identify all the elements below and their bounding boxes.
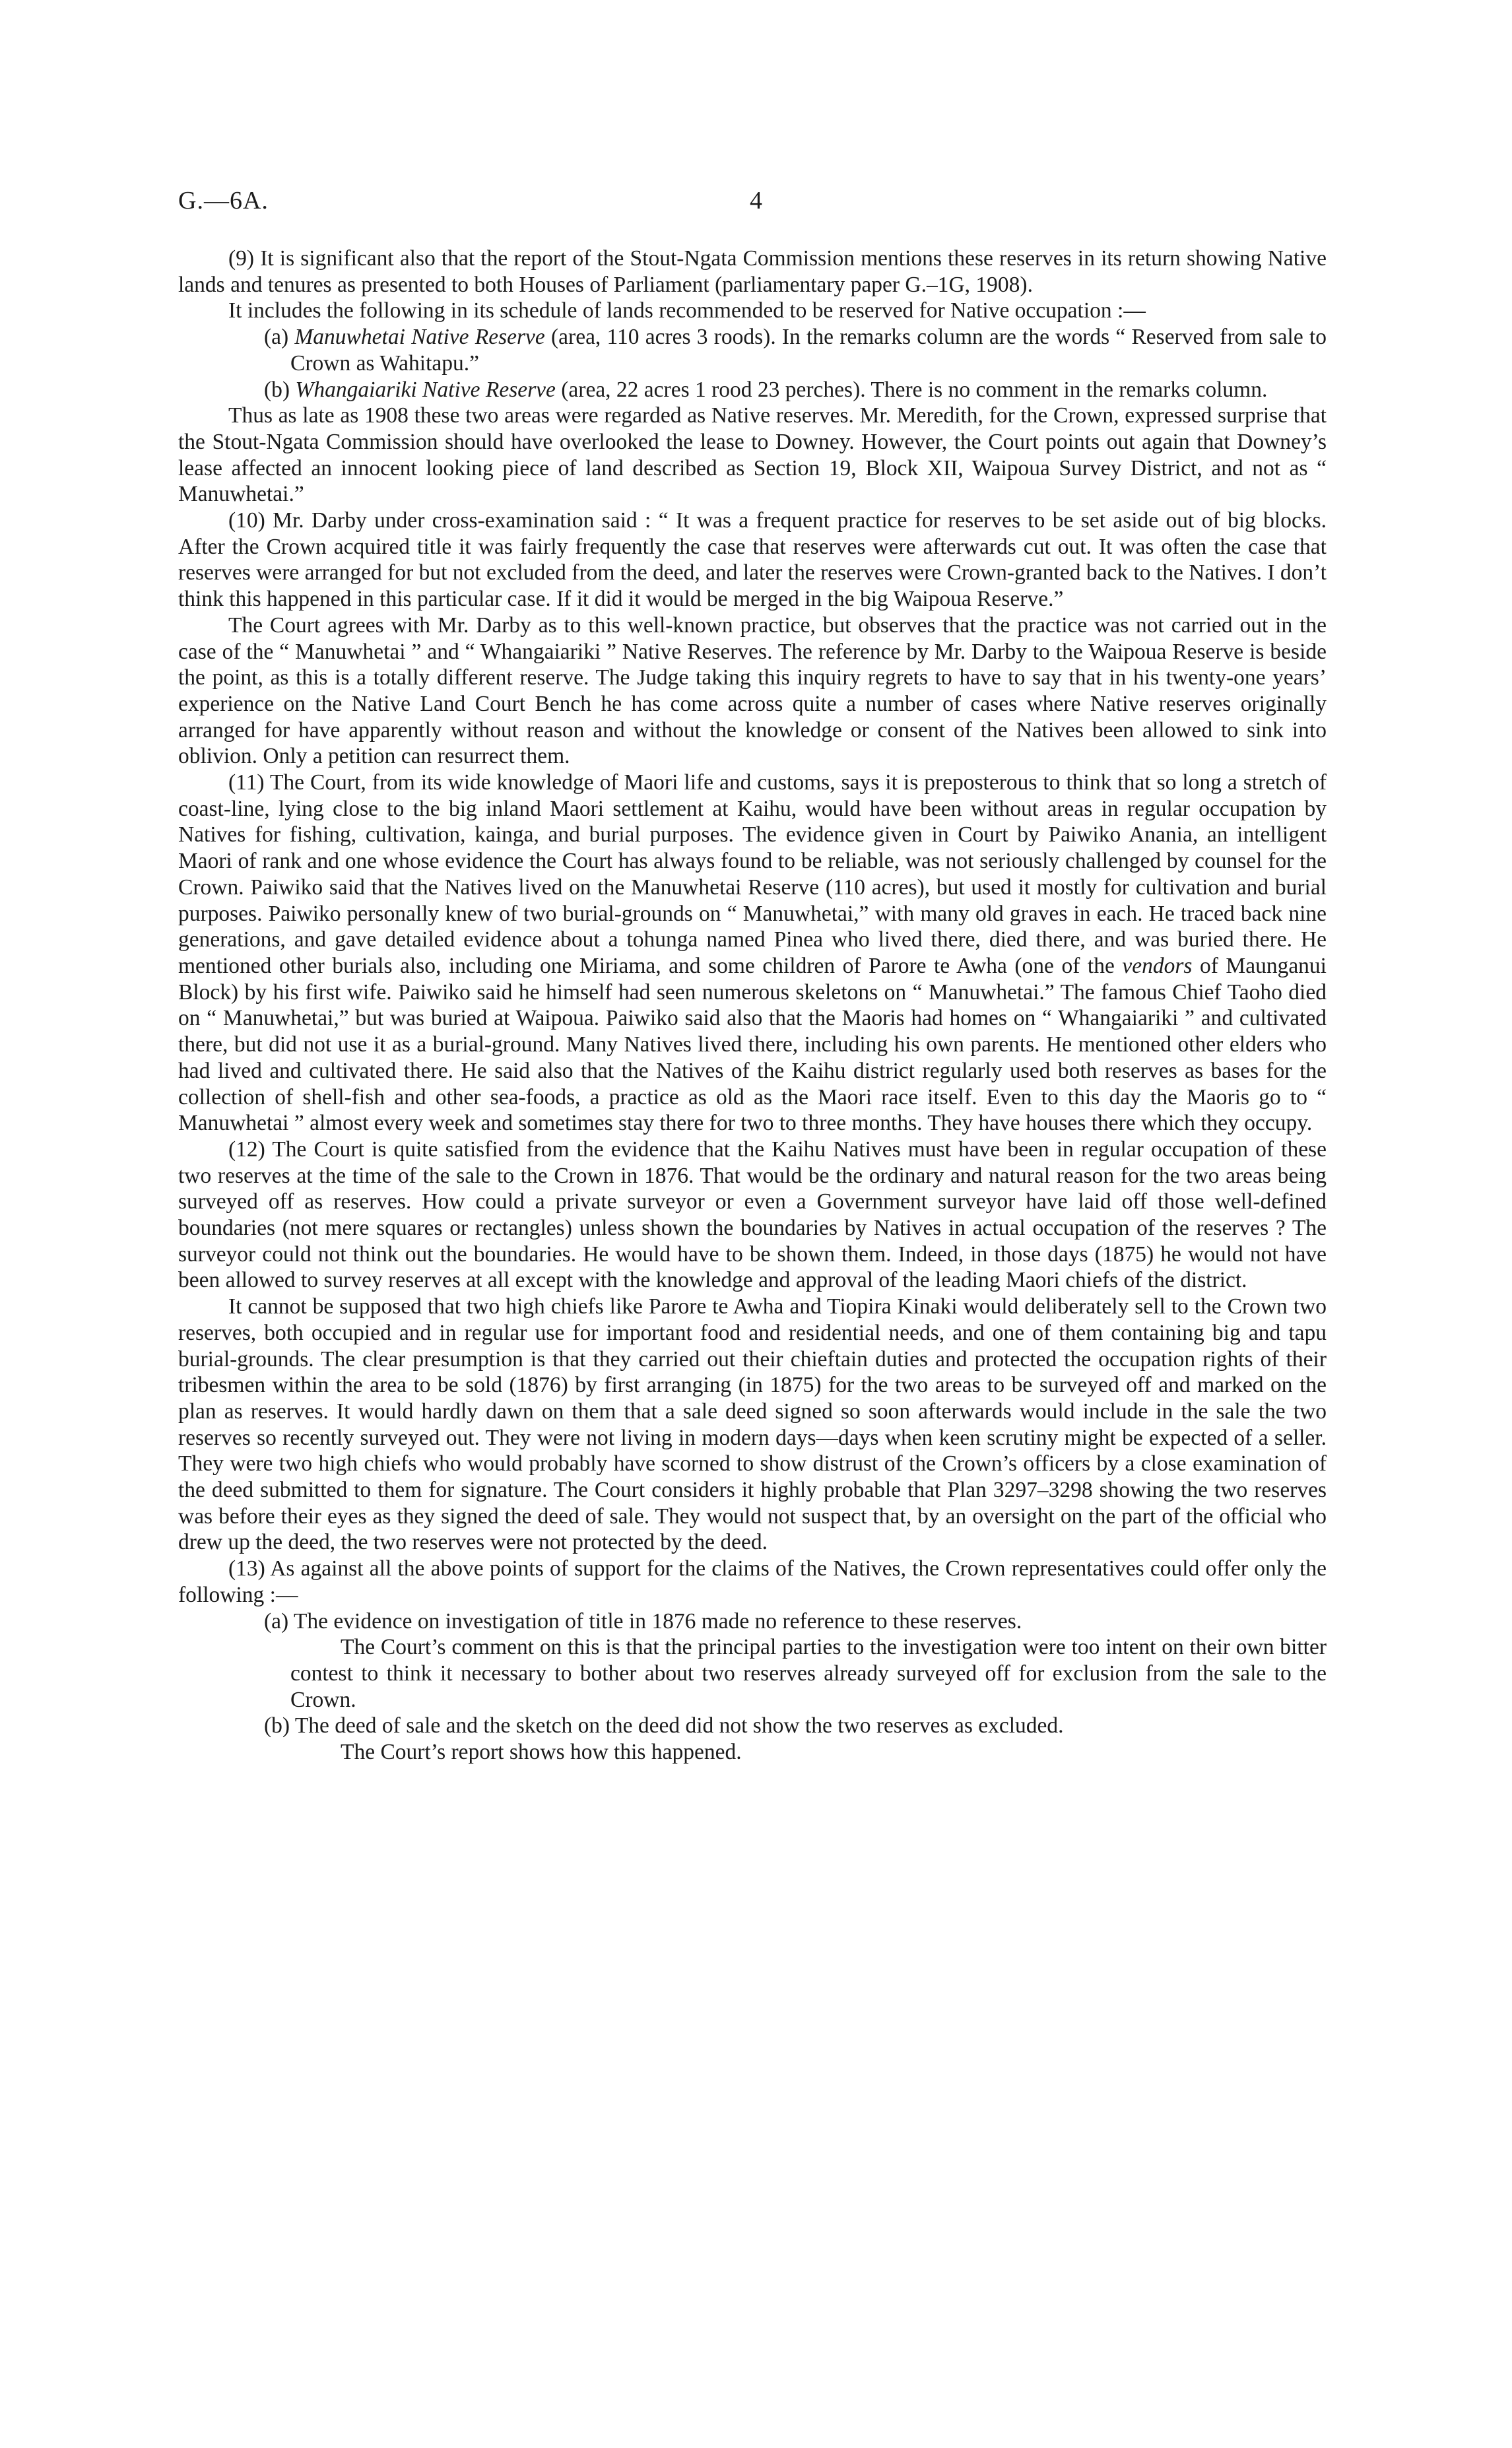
item-label: (b) — [264, 377, 290, 402]
item-text: (area, 110 acres 3 roods). In the remarks column are the words “ Reserved from sale to Crown as Wahitapu.” — [290, 325, 1327, 376]
list-item-b-whangaiariki — [264, 377, 1327, 403]
page-header — [178, 186, 1334, 226]
document-reference: G.—6A. — [178, 187, 269, 215]
item-label: (a) — [264, 1608, 289, 1634]
item-label: (b) — [264, 1713, 290, 1738]
court-comment-13b: The Court’s report shows how this happened. — [341, 1740, 742, 1765]
italic-word: vendors — [1122, 953, 1193, 978]
item-text: The evidence on investigation of title in 1876 made no reference to these reserves. — [293, 1608, 1022, 1634]
paragraph-11-text-after: of Maunganui Block) by his first wife. Paiwiko said he himself had seen numerous skeletons on “ Manuwhetai.” The famous Chief Taoho died on “ Manuwhetai,” but was buried at Waipoua. Paiwiko said also that the Maoris had homes on “ Whangaiariki ” and cultivated there, but did not use it as a burial-ground. Many Natives lived there, including his own parents. He mentioned other elders who had lived and cultivated there. He said also that the Natives of the Kaihu district regularly used both reserves as bases for the collection of shell-fish and other sea-foods, a practice as old as the Maori race itself. Even to this day the Maoris go to “ Manuwhetai ” almost every week and sometimes stay there for two to three months. They have houses there which they occupy. — [178, 953, 1327, 1136]
paragraph-13: (13) As against all the above points of support for the claims of the Natives, the Crown representatives could offer only the following :— — [178, 1556, 1327, 1607]
list-item-a-manuwhetai — [264, 324, 1327, 376]
paragraph-12: (12) The Court is quite satisfied from the evidence that the Kaihu Natives must have been in regular occupation of these two reserves at the time of the sale to the Crown in 1876. That would be the ordinary and natural reason for the two areas being surveyed off as reserves. How could a private surveyor or even a Government surveyor have laid off those well-defined boundaries (not mere squares or rectangles) unless shown the boundaries by Natives in actual occupation of the reserves ? The surveyor could not think out the boundaries. He would have to be shown them. Indeed, in those days (1875) he would not have been allowed to survey reserves at all except with the knowledge and approval of the leading Maori chiefs of the district. — [178, 1137, 1327, 1293]
item-label: (a) — [264, 325, 289, 350]
list-item-13b — [264, 1713, 1327, 1739]
reserve-name: Manuwhetai Native Reserve — [294, 325, 545, 350]
document-body — [178, 246, 1327, 1766]
paragraph-high-chiefs: It cannot be supposed that two high chiefs like Parore te Awha and Tiopira Kinaki would deliberately sell to the Crown two reserves, both occupied and in regular use for important food and residential needs, and one of them containing big and tapu burial-grounds. The clear presumption is that they carried out their chieftain duties and protected the occupation rights of their tribesmen within the area to be sold (1876) by first arranging (in 1875) for the two areas to be surveyed off and marked on the plan as reserves. It would hardly dawn on them that a sale deed signed so soon afterwards would include in the sale the two reserves so recently surveyed out. They were not living in modern days—days when keen scrutiny might be expected of a seller. They were two high chiefs who would probably have scorned to show distrust of the Crown’s officers by a close examination of the deed submitted to them for signature. The Court considers it highly probable that Plan 3297–3298 showing the two reserves was before their eyes as they signed the deed of sale. They would not suspect that, by an oversight on the part of the official who drew up the deed, the two reserves were not protected by the deed. — [178, 1294, 1327, 1555]
reserve-name: Whangaiariki Native Reserve — [295, 377, 556, 402]
paragraph-1908: Thus as late as 1908 these two areas were regarded as Native reserves. Mr. Meredith, for the Crown, expressed surprise that the Stout-Ngata Commission should have overlooked the lease to Downey. However, the Court points out again that Downey’s lease affected an innocent looking piece of land described as Section 19, Block XII, Waipoua Survey District, and not as “ Manuwhetai.” — [178, 403, 1327, 507]
paragraph-10: (10) Mr. Darby under cross-examination said : “ It was a frequent practice for reserves to be set aside out of big blocks. After the Crown acquired title it was fairly frequently the case that reserves were afterwards cut out. It was often the case that reserves were arranged for but not excluded from the deed, and later the reserves were Crown-granted back to the Natives. I don’t think this happened in this particular case. If it did it would be merged in the big Waipoua Reserve.” — [178, 508, 1327, 612]
list-item-13a — [264, 1608, 1327, 1635]
court-comment-13a: The Court’s comment on this is that the principal parties to the investigation were too intent on their own bitter contest to think it necessary to bother about two reserves already surveyed off for exclusion from the sale to the Crown. — [290, 1635, 1327, 1712]
item-text: (area, 22 acres 1 rood 23 perches). There is no comment in the remarks column. — [555, 377, 1268, 402]
paragraph-11 — [178, 770, 1327, 1137]
paragraph-11-text-before: (11) The Court, from its wide knowledge of Maori life and customs, says it is preposterous to think that so long a stretch of coast-line, lying close to the big inland Maori settlement at Kaihu, would have been without areas in regular occupation by Natives for fishing, cultivation, kainga, and burial purposes. The evidence given in Court by Paiwiko Anania, an intelligent Maori of rank and one whose evidence the Court has always found to be reliable, was not seriously challenged by counsel for the Crown. Paiwiko said that the Natives lived on the Manuwhetai Reserve (110 acres), but used it mostly for cultivation and burial purposes. Paiwiko personally knew of two burial-grounds on “ Manuwhetai,” with many old graves in each. He traced back nine generations, and gave detailed evidence about a tohunga named Pinea who lived there, died there, and was buried there. He mentioned other burials also, including one Miriama, and some children of Parore te Awha (one of the — [178, 770, 1327, 978]
paragraph-9: (9) It is significant also that the report of the Stout-Ngata Commission mentions these reserves in its return showing Native lands and tenures as presented to both Houses of Parliament (parliamentary paper G.–1G, 1908). — [178, 246, 1327, 297]
paragraph-schedule-intro: It includes the following in its schedule of lands recommended to be reserved for Native occupation :— — [228, 298, 1146, 323]
page-number: 4 — [750, 187, 762, 215]
paragraph-court-agrees: The Court agrees with Mr. Darby as to this well-known practice, but observes that the practice was not carried out in the case of the “ Manuwhetai ” and “ Whangaiariki ” Native Reserves. The reference by Mr. Darby to the Waipoua Reserve is beside the point, as this is a totally different reserve. The Judge taking this inquiry regrets to have to say that in his twenty-one years’ experience on the Native Land Court Bench he has come across quite a number of cases where Native reserves originally arranged for have apparently without reason and without the knowledge or consent of the Natives been allowed to sink into oblivion. Only a petition can resurrect them. — [178, 612, 1327, 769]
item-text: The deed of sale and the sketch on the deed did not show the two reserves as excluded. — [294, 1713, 1064, 1738]
